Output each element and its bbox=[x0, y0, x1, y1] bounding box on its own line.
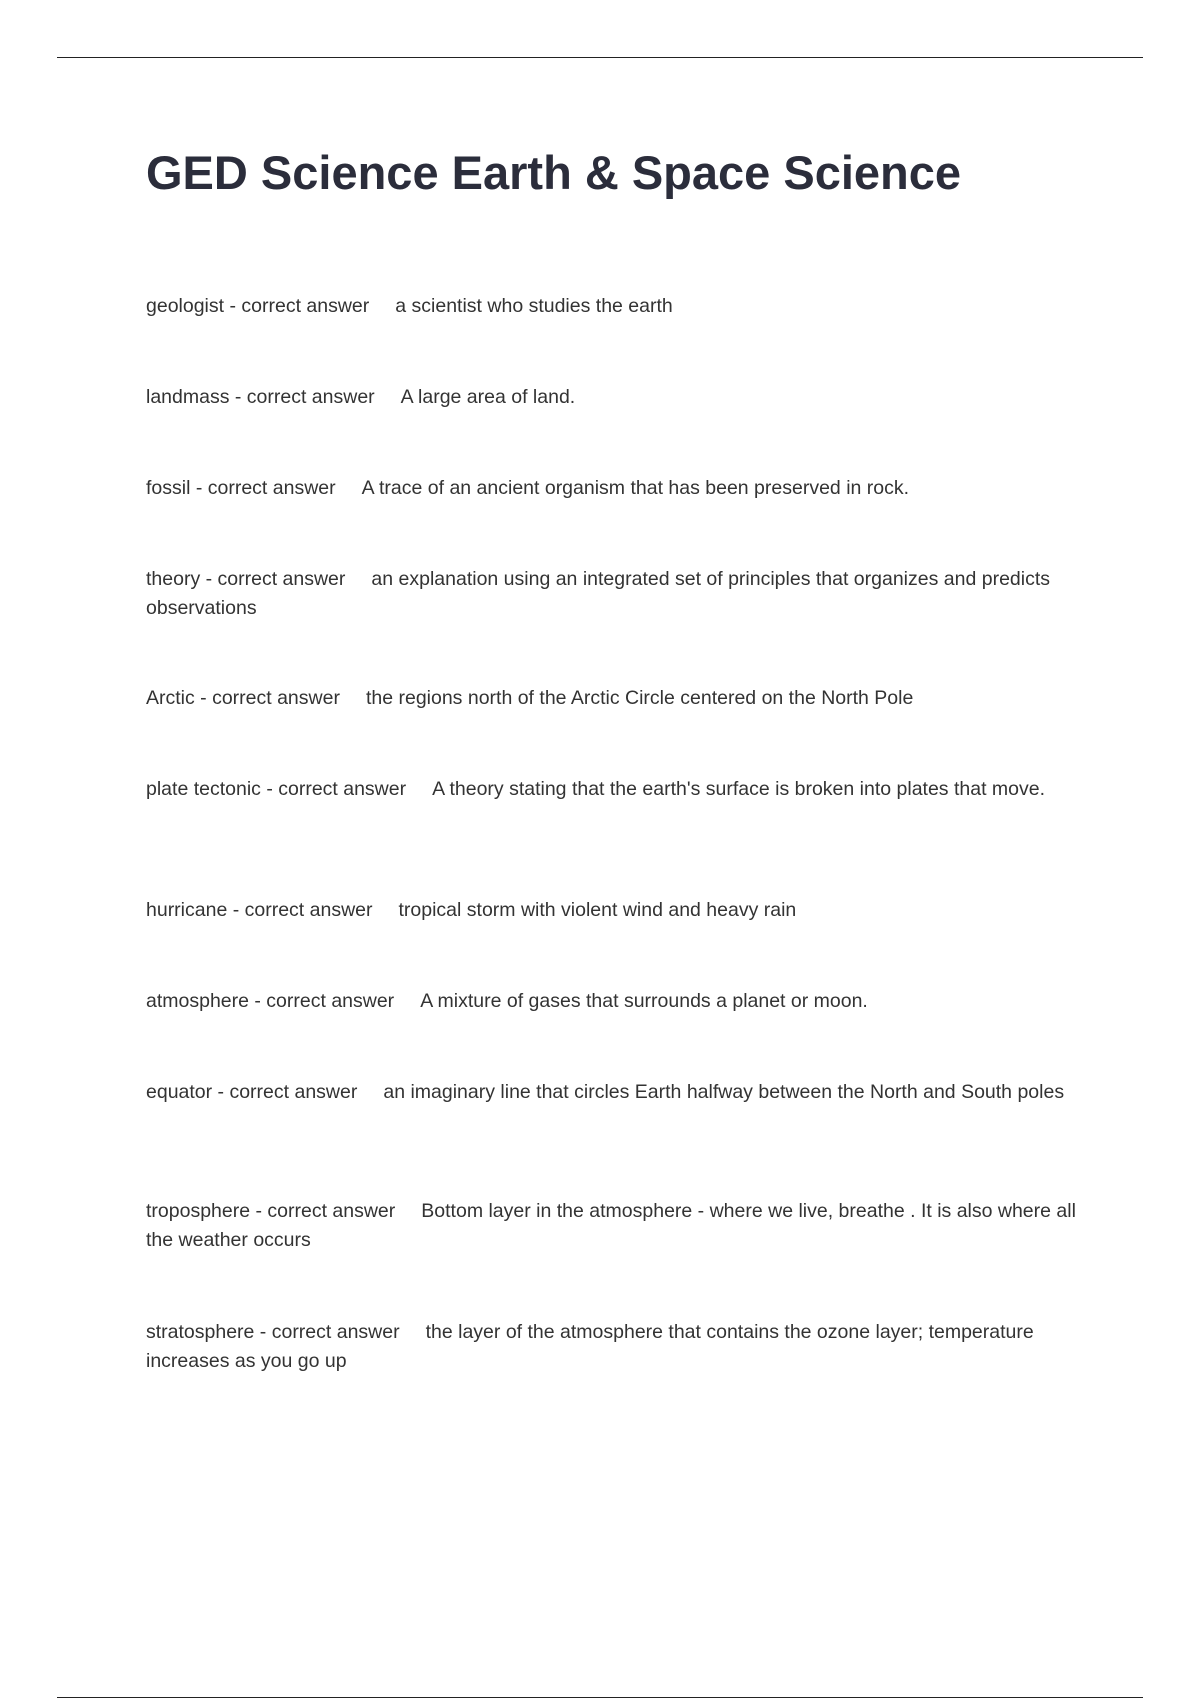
flashcard-entry bbox=[146, 1318, 1094, 1376]
entry-definition: the layer of the atmosphere that contains the ozone layer; temperature increases as you go up bbox=[146, 1321, 1034, 1372]
entry-definition: tropical storm with violent wind and heavy rain bbox=[398, 899, 797, 921]
entry-definition: A mixture of gases that surrounds a planet or moon. bbox=[420, 990, 868, 1012]
top-divider bbox=[57, 57, 1143, 58]
entry-term: troposphere - correct answer bbox=[146, 1200, 396, 1222]
entry-term: atmosphere - correct answer bbox=[146, 990, 395, 1012]
flashcard-entry bbox=[146, 684, 1094, 713]
entry-term: landmass - correct answer bbox=[146, 386, 375, 408]
flashcard-entry bbox=[146, 1078, 1094, 1107]
flashcard-entry bbox=[146, 383, 1094, 412]
entry-term: fossil - correct answer bbox=[146, 477, 336, 499]
entry-definition: a scientist who studies the earth bbox=[395, 295, 673, 317]
flashcard-entry bbox=[146, 565, 1094, 623]
entry-definition: Bottom layer in the atmosphere - where we live, breathe . It is also where all the weather occurs bbox=[146, 1200, 1076, 1251]
flashcard-entry bbox=[146, 896, 1094, 925]
entry-term: geologist - correct answer bbox=[146, 295, 370, 317]
entry-term: stratosphere - correct answer bbox=[146, 1321, 400, 1343]
flashcard-entry bbox=[146, 775, 1094, 804]
entry-definition: an explanation using an integrated set of principles that organizes and predicts observations bbox=[146, 568, 1051, 619]
entry-term: theory - correct answer bbox=[146, 568, 346, 590]
entry-definition: A theory stating that the earth's surface is broken into plates that move. bbox=[432, 778, 1046, 800]
flashcard-entry bbox=[146, 292, 1094, 321]
flashcard-entry bbox=[146, 987, 1094, 1016]
flashcard-entry bbox=[146, 474, 1094, 503]
entry-definition: A large area of land. bbox=[400, 386, 576, 408]
entry-term: Arctic - correct answer bbox=[146, 687, 340, 709]
flashcard-entry bbox=[146, 1197, 1094, 1255]
entry-term: equator - correct answer bbox=[146, 1081, 358, 1103]
page-title: GED Science Earth & Space Science bbox=[146, 146, 962, 199]
entry-definition: A trace of an ancient organism that has been preserved in rock. bbox=[361, 477, 910, 499]
entry-term: hurricane - correct answer bbox=[146, 899, 373, 921]
entry-definition: an imaginary line that circles Earth halfway between the North and South poles bbox=[383, 1081, 1065, 1103]
entry-term: plate tectonic - correct answer bbox=[146, 778, 407, 800]
bottom-divider bbox=[57, 1697, 1143, 1698]
entry-definition: the regions north of the Arctic Circle centered on the North Pole bbox=[365, 687, 914, 709]
